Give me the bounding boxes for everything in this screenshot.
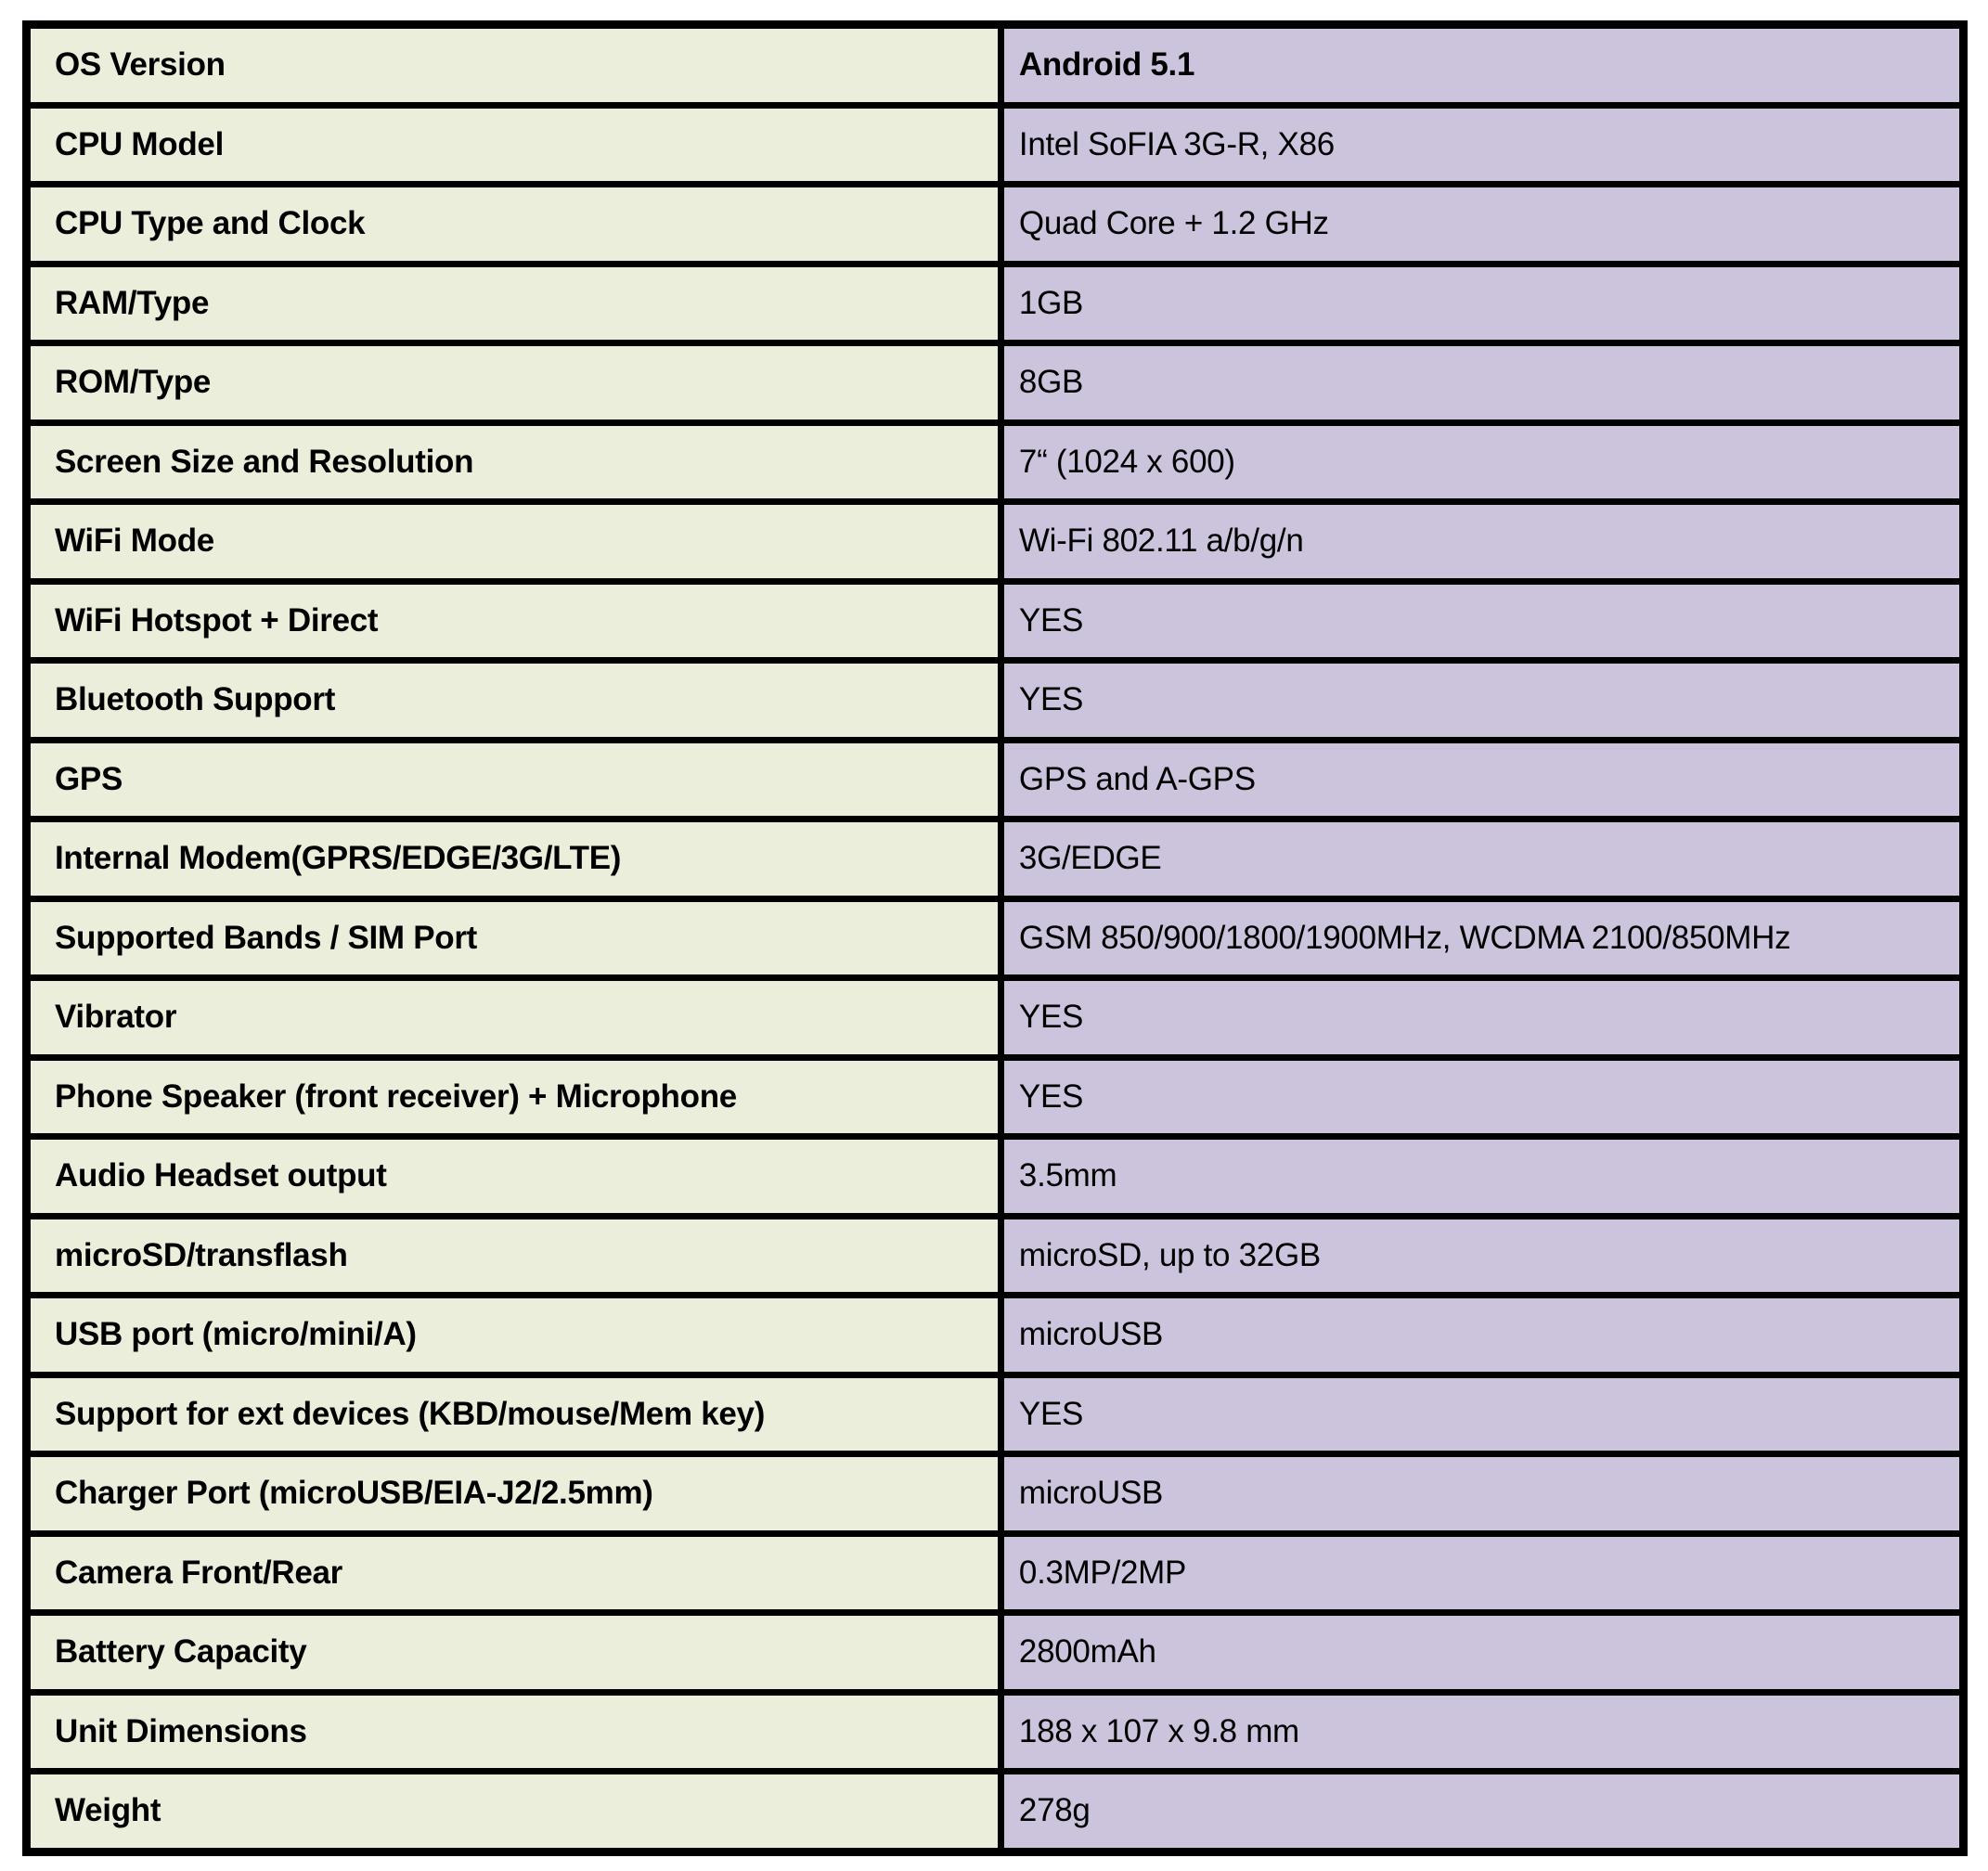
spec-value-cell: microUSB bbox=[1000, 1296, 1963, 1375]
device-spec-table bbox=[22, 20, 1968, 1856]
spec-value-cell: YES bbox=[1000, 581, 1963, 661]
spec-value-cell: GSM 850/900/1800/1900MHz, WCDMA 2100/850MHz bbox=[1000, 898, 1963, 978]
spec-label-cell: CPU Model bbox=[27, 105, 1001, 185]
spec-label-cell: CPU Type and Clock bbox=[27, 185, 1001, 265]
spec-label-cell: Bluetooth Support bbox=[27, 661, 1001, 741]
spec-label-cell: Supported Bands / SIM Port bbox=[27, 898, 1001, 978]
spec-value-cell: 188 x 107 x 9.8 mm bbox=[1000, 1692, 1963, 1772]
spec-value-cell: Quad Core + 1.2 GHz bbox=[1000, 185, 1963, 265]
spec-value-cell: 3G/EDGE bbox=[1000, 819, 1963, 899]
spec-label-cell: Battery Capacity bbox=[27, 1613, 1001, 1693]
spec-value-cell: Wi-Fi 802.11 a/b/g/n bbox=[1000, 502, 1963, 582]
spec-label-cell: WiFi Mode bbox=[27, 502, 1001, 582]
spec-value-cell: 0.3MP/2MP bbox=[1000, 1533, 1963, 1613]
table-row bbox=[27, 1533, 1964, 1613]
table-row bbox=[27, 1613, 1964, 1693]
table-row bbox=[27, 898, 1964, 978]
table-row bbox=[27, 978, 1964, 1058]
table-row bbox=[27, 185, 1964, 265]
spec-value-cell: YES bbox=[1000, 661, 1963, 741]
spec-value-cell: 278g bbox=[1000, 1772, 1963, 1852]
spec-value-cell: Intel SoFIA 3G-R, X86 bbox=[1000, 105, 1963, 185]
spec-label-cell: Internal Modem(GPRS/EDGE/3G/LTE) bbox=[27, 819, 1001, 899]
table-row bbox=[27, 1692, 1964, 1772]
spec-label-cell: RAM/Type bbox=[27, 264, 1001, 343]
spec-value-cell: 8GB bbox=[1000, 343, 1963, 423]
spec-value-cell: 7“ (1024 x 600) bbox=[1000, 422, 1963, 502]
spec-label-cell: GPS bbox=[27, 740, 1001, 819]
spec-label-cell: Weight bbox=[27, 1772, 1001, 1852]
table-row bbox=[27, 25, 1964, 106]
table-row bbox=[27, 661, 1964, 741]
spec-value-cell: microSD, up to 32GB bbox=[1000, 1216, 1963, 1296]
table-row bbox=[27, 502, 1964, 582]
spec-value-cell: 2800mAh bbox=[1000, 1613, 1963, 1693]
spec-value-cell: YES bbox=[1000, 1057, 1963, 1137]
spec-value-cell: 1GB bbox=[1000, 264, 1963, 343]
spec-value-cell: microUSB bbox=[1000, 1454, 1963, 1534]
spec-label-cell: OS Version bbox=[27, 25, 1001, 106]
spec-label-cell: microSD/transflash bbox=[27, 1216, 1001, 1296]
spec-label-cell: USB port (micro/mini/A) bbox=[27, 1296, 1001, 1375]
spec-value-cell: 3.5mm bbox=[1000, 1137, 1963, 1217]
spec-label-cell: ROM/Type bbox=[27, 343, 1001, 423]
spec-label-cell: Audio Headset output bbox=[27, 1137, 1001, 1217]
table-row bbox=[27, 264, 1964, 343]
table-row bbox=[27, 1374, 1964, 1454]
spec-table-body bbox=[27, 25, 1964, 1852]
table-row bbox=[27, 581, 1964, 661]
table-row bbox=[27, 740, 1964, 819]
table-row bbox=[27, 422, 1964, 502]
spec-label-cell: Screen Size and Resolution bbox=[27, 422, 1001, 502]
table-row bbox=[27, 819, 1964, 899]
spec-label-cell: Support for ext devices (KBD/mouse/Mem key) bbox=[27, 1374, 1001, 1454]
spec-value-cell: YES bbox=[1000, 1374, 1963, 1454]
spec-label-cell: WiFi Hotspot + Direct bbox=[27, 581, 1001, 661]
spec-sheet bbox=[22, 20, 1968, 1856]
spec-value-cell: YES bbox=[1000, 978, 1963, 1058]
table-row bbox=[27, 1454, 1964, 1534]
table-row bbox=[27, 1137, 1964, 1217]
table-row bbox=[27, 1296, 1964, 1375]
spec-label-cell: Charger Port (microUSB/EIA-J2/2.5mm) bbox=[27, 1454, 1001, 1534]
table-row bbox=[27, 1057, 1964, 1137]
spec-label-cell: Unit Dimensions bbox=[27, 1692, 1001, 1772]
table-row bbox=[27, 1772, 1964, 1852]
table-row bbox=[27, 105, 1964, 185]
spec-value-cell: Android 5.1 bbox=[1000, 25, 1963, 106]
spec-label-cell: Phone Speaker (front receiver) + Microphone bbox=[27, 1057, 1001, 1137]
table-row bbox=[27, 343, 1964, 423]
spec-label-cell: Vibrator bbox=[27, 978, 1001, 1058]
spec-value-cell: GPS and A-GPS bbox=[1000, 740, 1963, 819]
table-row bbox=[27, 1216, 1964, 1296]
spec-label-cell: Camera Front/Rear bbox=[27, 1533, 1001, 1613]
